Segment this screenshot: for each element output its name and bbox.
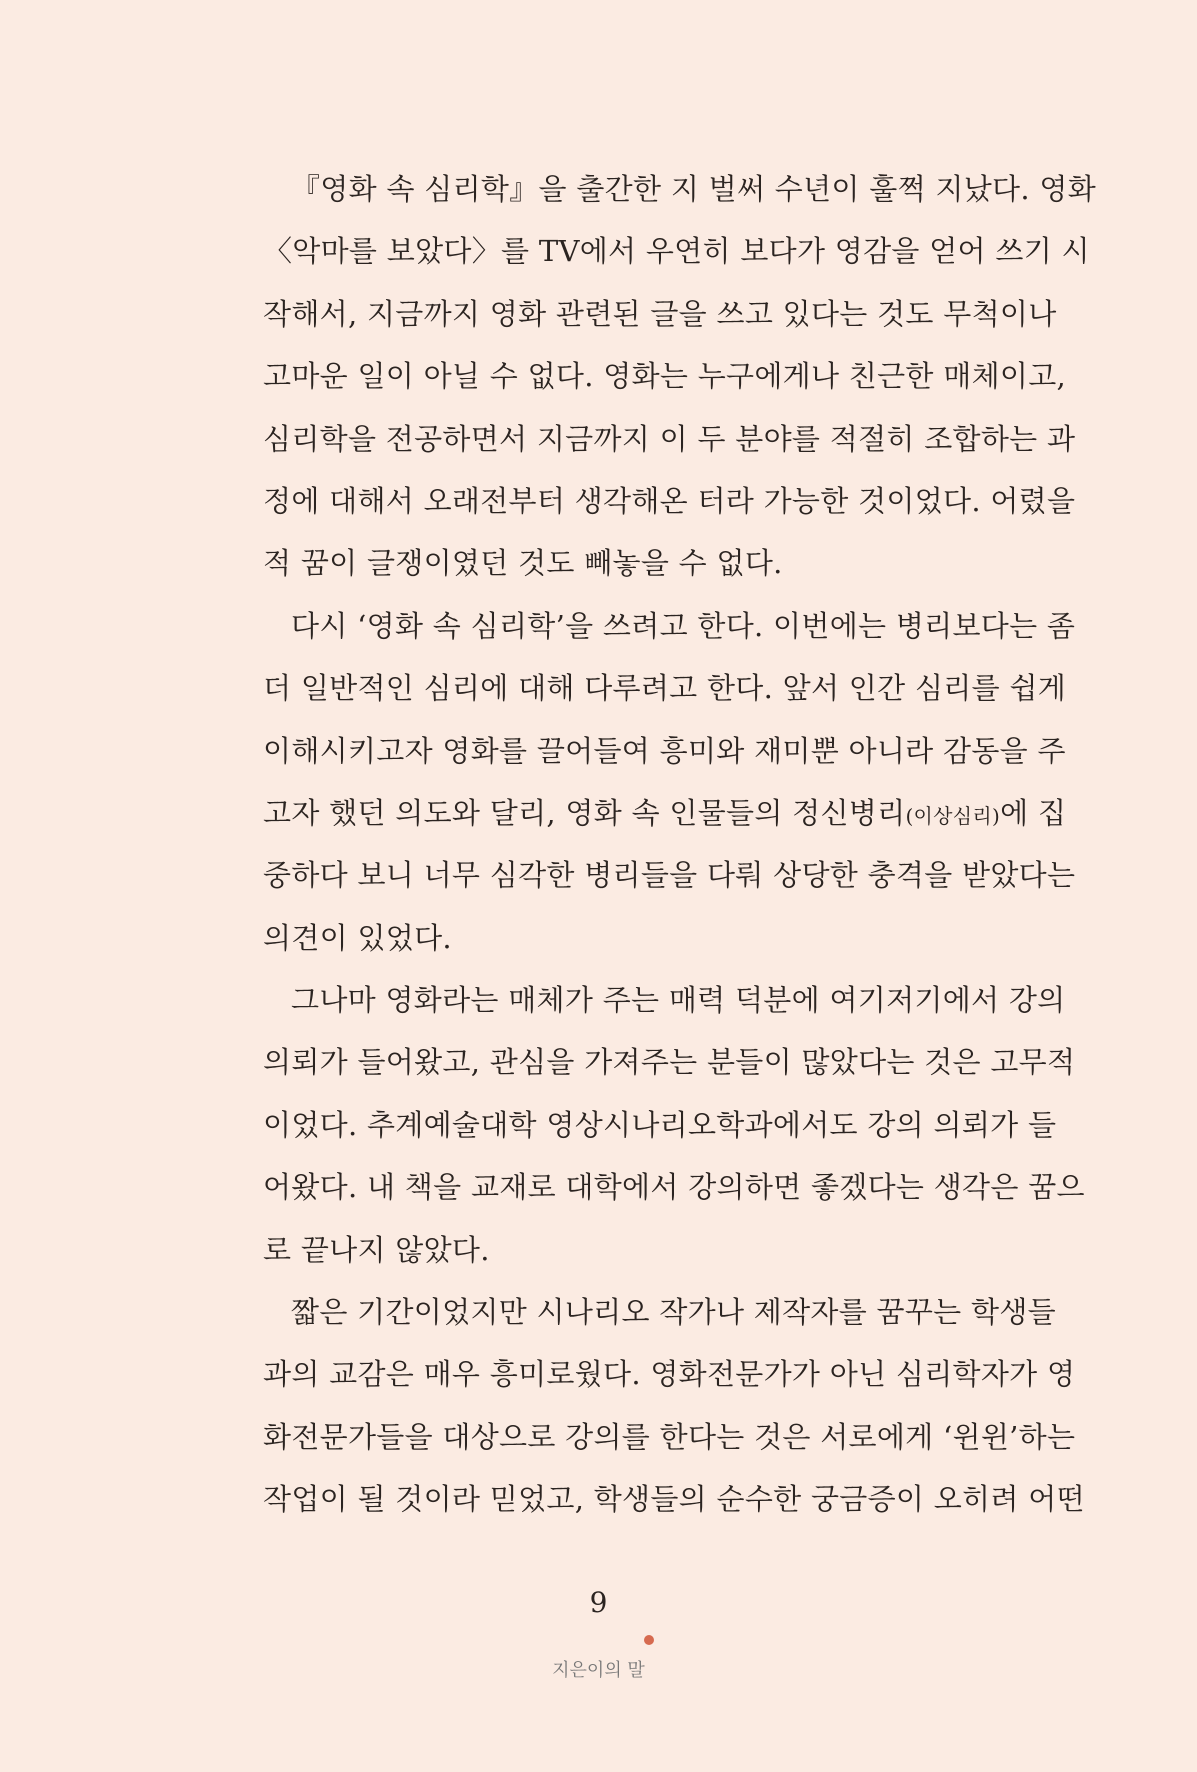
text-line: 과의 교감은 매우 흥미로웠다. 영화전문가가 아닌 심리학자가 영 — [263, 1357, 1076, 1392]
body-text — [263, 158, 1097, 1531]
text-line: 〈악마를 보았다〉를 TV에서 우연히 보다가 영감을 얻어 쓰기 시 — [263, 234, 1090, 269]
text-line: 적 꿈이 글쟁이였던 것도 빼놓을 수 없다. — [263, 546, 783, 581]
page-dot-ornament — [644, 1635, 654, 1645]
text-line: 어왔다. 내 책을 교재로 대학에서 강의하면 좋겠다는 생각은 꿈으 — [263, 1170, 1085, 1205]
text-line: 의견이 있었다. — [263, 920, 452, 955]
small-annotation: (이상심리) — [905, 803, 1001, 828]
page-number: 9 — [589, 1586, 608, 1619]
text-segment: 고자 했던 의도와 달리, 영화 속 인물들의 정신병리 — [263, 795, 906, 830]
text-line: 의뢰가 들어왔고, 관심을 가져주는 분들이 많았다는 것은 고무적 — [263, 1045, 1076, 1080]
text-line: 작해서, 지금까지 영화 관련된 글을 쓰고 있다는 것도 무척이나 — [263, 296, 1057, 331]
text-line: 작업이 될 것이라 믿었고, 학생들의 순수한 궁금증이 오히려 어떤 — [263, 1482, 1085, 1517]
text-line: 고마운 일이 아닐 수 없다. 영화는 누구에게나 친근한 매체이고, — [263, 359, 1067, 394]
text-line: 화전문가들을 대상으로 강의를 한다는 것은 서로에게 ‘윈윈’하는 — [263, 1419, 1076, 1454]
text-segment: 에 집 — [1000, 795, 1067, 830]
running-footer-title: 지은이의 말 — [552, 1660, 645, 1681]
text-line: 이었다. 추계예술대학 영상시나리오학과에서도 강의 의뢰가 들 — [263, 1107, 1057, 1142]
text-line: 짧은 기간이었지만 시나리오 작가나 제작자를 꿈꾸는 학생들 — [291, 1295, 1056, 1330]
text-line: 다시 ‘영화 속 심리학’을 쓰려고 한다. 이번에는 병리보다는 좀 — [291, 608, 1076, 643]
text-line: 심리학을 전공하면서 지금까지 이 두 분야를 적절히 조합하는 과 — [263, 421, 1076, 456]
text-line: 『영화 속 심리학』을 출간한 지 벌써 수년이 훌쩍 지났다. 영화 — [291, 172, 1097, 206]
text-line: 그나마 영화라는 매체가 주는 매력 덕분에 여기저기에서 강의 — [291, 983, 1066, 1018]
text-line: 더 일반적인 심리에 대해 다루려고 한다. 앞서 인간 심리를 쉽게 — [263, 671, 1067, 706]
text-line-mixed — [263, 782, 1067, 844]
text-line: 이해시키고자 영화를 끌어들여 흥미와 재미뿐 아니라 감동을 주 — [263, 733, 1066, 768]
text-line: 정에 대해서 오래전부터 생각해온 터라 가능한 것이었다. 어렸을 — [263, 483, 1076, 518]
text-line: 로 끝나지 않았다. — [263, 1232, 490, 1267]
text-line: 중하다 보니 너무 심각한 병리들을 다뤄 상당한 충격을 받았다는 — [263, 858, 1076, 893]
